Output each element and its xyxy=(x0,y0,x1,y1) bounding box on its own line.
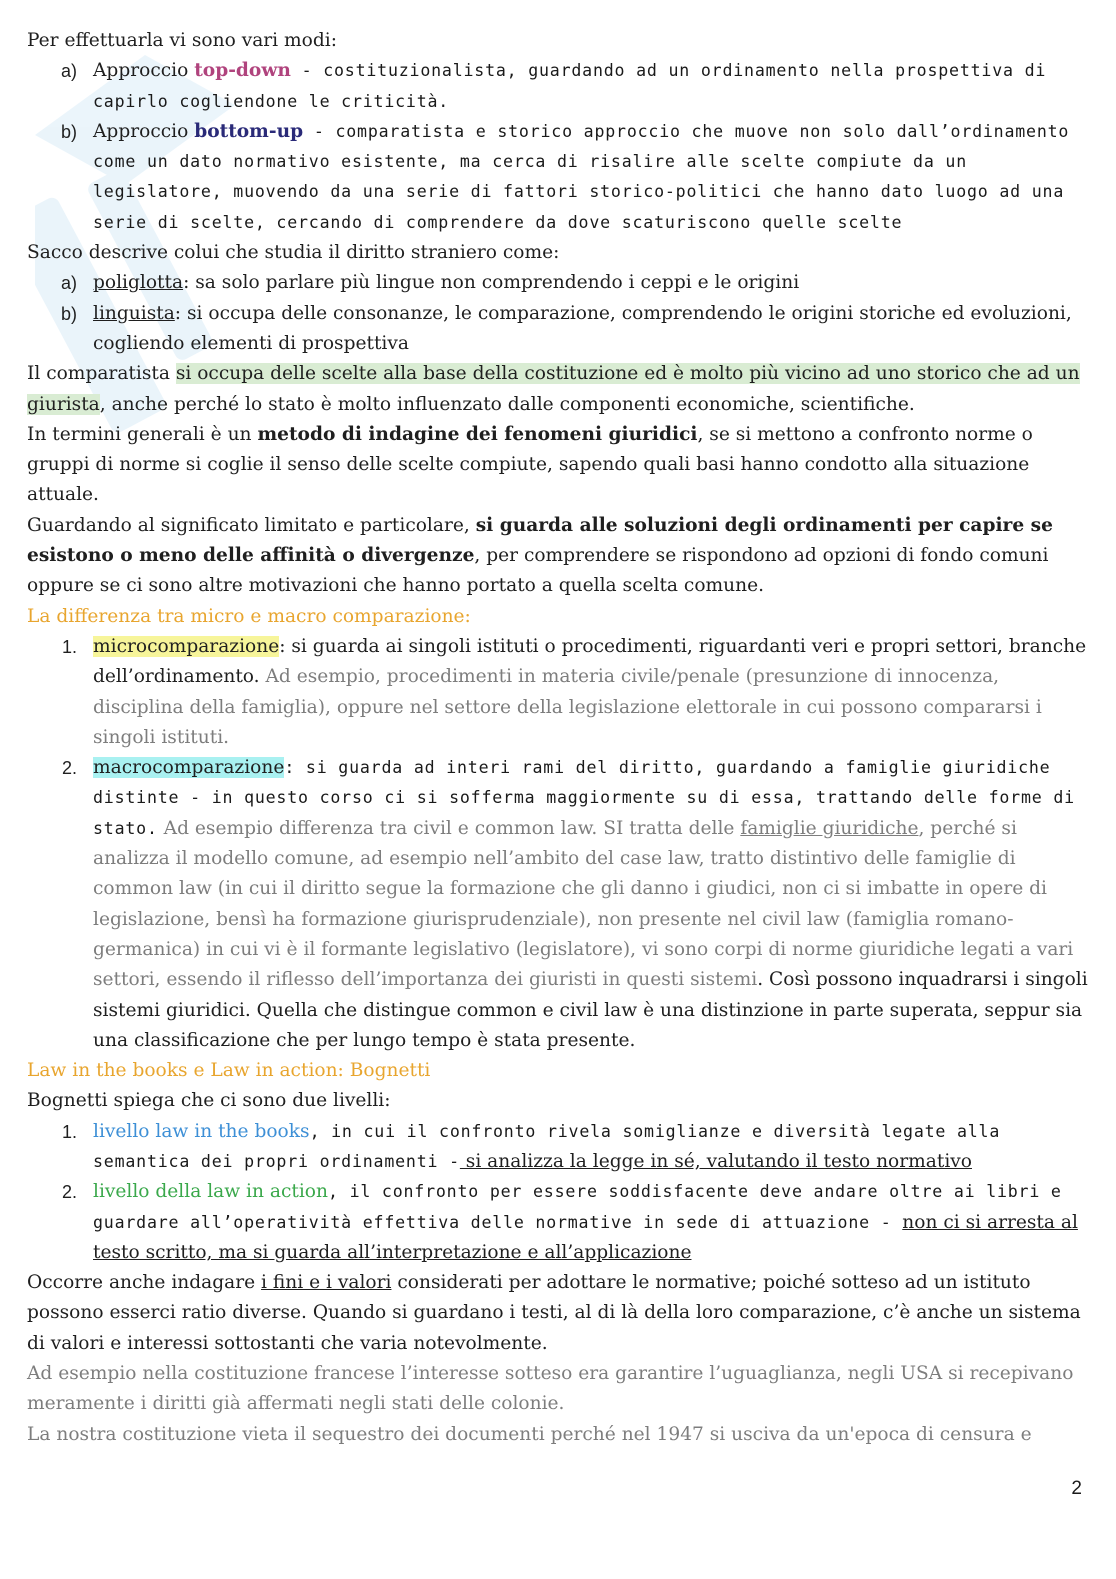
list-item: a) poliglotta: sa solo parlare più lingue non comprendendo i ceppi e le origini xyxy=(61,272,800,294)
top-down-term: top-down xyxy=(194,60,291,82)
intro-text: Per effettuarla vi sono vari modi: xyxy=(27,30,337,51)
list-item: 1. microcomparazione: si guarda ai singoli istituti o procedimenti, riguardanti veri e propri settori, branche dell’ordinamento. Ad esempio, procedimenti in materia civile/penale (presunzione di innocenza, disciplina della famiglia), oppure nel settore della legislazione elettorale in cui possono compararsi i singoli istituti. xyxy=(62,635,1087,748)
document-page xyxy=(27,26,1089,1450)
comparatista-paragraph: Il comparatista si occupa delle scelte alla base della costituzione ed è molto più vicino ad uno storico che ad un giurista, anche perché lo stato è molto influenzato dalle componenti economiche, scientifiche. xyxy=(27,363,1080,415)
macrocomparazione-term: macrocomparazione xyxy=(93,757,285,779)
microcomparazione-term: microcomparazione xyxy=(93,635,280,657)
list-item: a) Approccio top-down - costituzionalista, guardando ad un ordinamento nella prospettiva di capirlo cogliendone le criticità. xyxy=(61,60,1047,111)
list-item: b) linguista: si occupa delle consonanze, le comparazione, comprendendo le origini storiche ed evoluzioni, cogliendo elementi di prospettiva xyxy=(61,302,1072,354)
section-heading: Law in the books e Law in action: Bognetti xyxy=(27,1060,431,1082)
list-item: 2. macrocomparazione: si guarda ad interi rami del diritto, guardando a famiglie giuridiche distinte - in questo corso ci si sofferma maggiormente su di essa, trattando delle forme di stato. Ad esempio differenza tra civil e common law. SI tratta delle famiglie giuridiche, perché si analizza il modello comune, ad esempio nell’ambito del case law, tratto distintivo delle famiglie di common law (in cui il diritto segue la formazione che gli danno i giudici, non ci si imbatte in opere di legislazione, bensì ha formazione giurisprudenziale), non presente nel civil law (famiglia romano-germanica) in cui vi è il formante legislativo (legislatore), vi sono corpi di norme giuridiche legati a vari settori, essendo il riflesso dell’importanza dei giuristi in questi sistemi. Così possono inquadrarsi i singoli sistemi giuridici. Quella che distingue common e civil law è una distinzione in parte superata, seppur sia una classificazione che per lungo tempo è stata presente. xyxy=(62,757,1088,1051)
section-heading: La differenza tra micro e macro comparazione: xyxy=(27,605,471,627)
bottom-up-term: bottom-up xyxy=(194,120,304,142)
bognetti-intro: Bognetti spiega che ci sono due livelli: xyxy=(27,1090,391,1112)
list-item: 2. livello della law in action, il confronto per essere soddisfacente deve andare oltre ai libri e guardare all’operatività effettiva delle normative in sede di attuazione - non ci si arresta al testo scritto, ma si guarda all’interpretazione e all’applicazione xyxy=(62,1181,1078,1263)
list-item: b) Approccio bottom-up - comparatista e storico approccio che muove non solo dall’ordinamento come un dato normativo esistente, ma cerca di risalire alle scelte compiute da un legislatore, muovendo da una serie di fattori storico-politici che hanno dato luogo ad una serie di scelte, cercando di comprendere da dove scaturiscono quelle scelte xyxy=(61,120,1070,232)
sacco-intro: Sacco descrive colui che studia il diritto straniero come: xyxy=(27,242,560,264)
list-item: 1. livello law in the books, in cui il confronto rivela somiglianze e diversità legate alla semantica dei propri ordinamenti - si analizza la legge in sé, valutando il testo normativo xyxy=(62,1120,1001,1172)
page-number: 2 xyxy=(1071,1478,1082,1499)
law-in-books-term: livello law in the books xyxy=(93,1120,310,1142)
example-paragraph: La nostra costituzione vieta il sequestro dei documenti perché nel 1947 si usciva da un'epoca di censura e xyxy=(27,1423,1032,1445)
meaning-paragraph: Guardando al significato limitato e particolare, si guarda alle soluzioni degli ordinamenti per capire se esistono o meno delle affinità o divergenze, per comprendere se rispondono ad opzioni di fondo comuni oppure se ci sono altre motivazioni che hanno portato a quella scelta comune. xyxy=(27,514,1053,597)
general-paragraph: In termini generali è un metodo di indagine dei fenomeni giuridici, se si mettono a confronto norme o gruppi di norme si coglie il senso delle scelte compiute, sapendo quali basi hanno condotto alla situazione attuale. xyxy=(27,423,1033,506)
law-in-action-term: livello della law in action xyxy=(93,1181,328,1203)
example-paragraph: Ad esempio nella costituzione francese l’interesse sotteso era garantire l’uguaglianza, negli USA si recepivano meramente i diritti già affermati negli stati delle colonie. xyxy=(27,1363,1074,1415)
values-paragraph: Occorre anche indagare i fini e i valori considerati per adottare le normative; poiché sotteso ad un istituto possono esserci ratio diverse. Quando si guardano i testi, al di là della loro comparazione, c’è anche un sistema di valori e interessi sottostanti che varia notevolmente. xyxy=(27,1272,1081,1354)
